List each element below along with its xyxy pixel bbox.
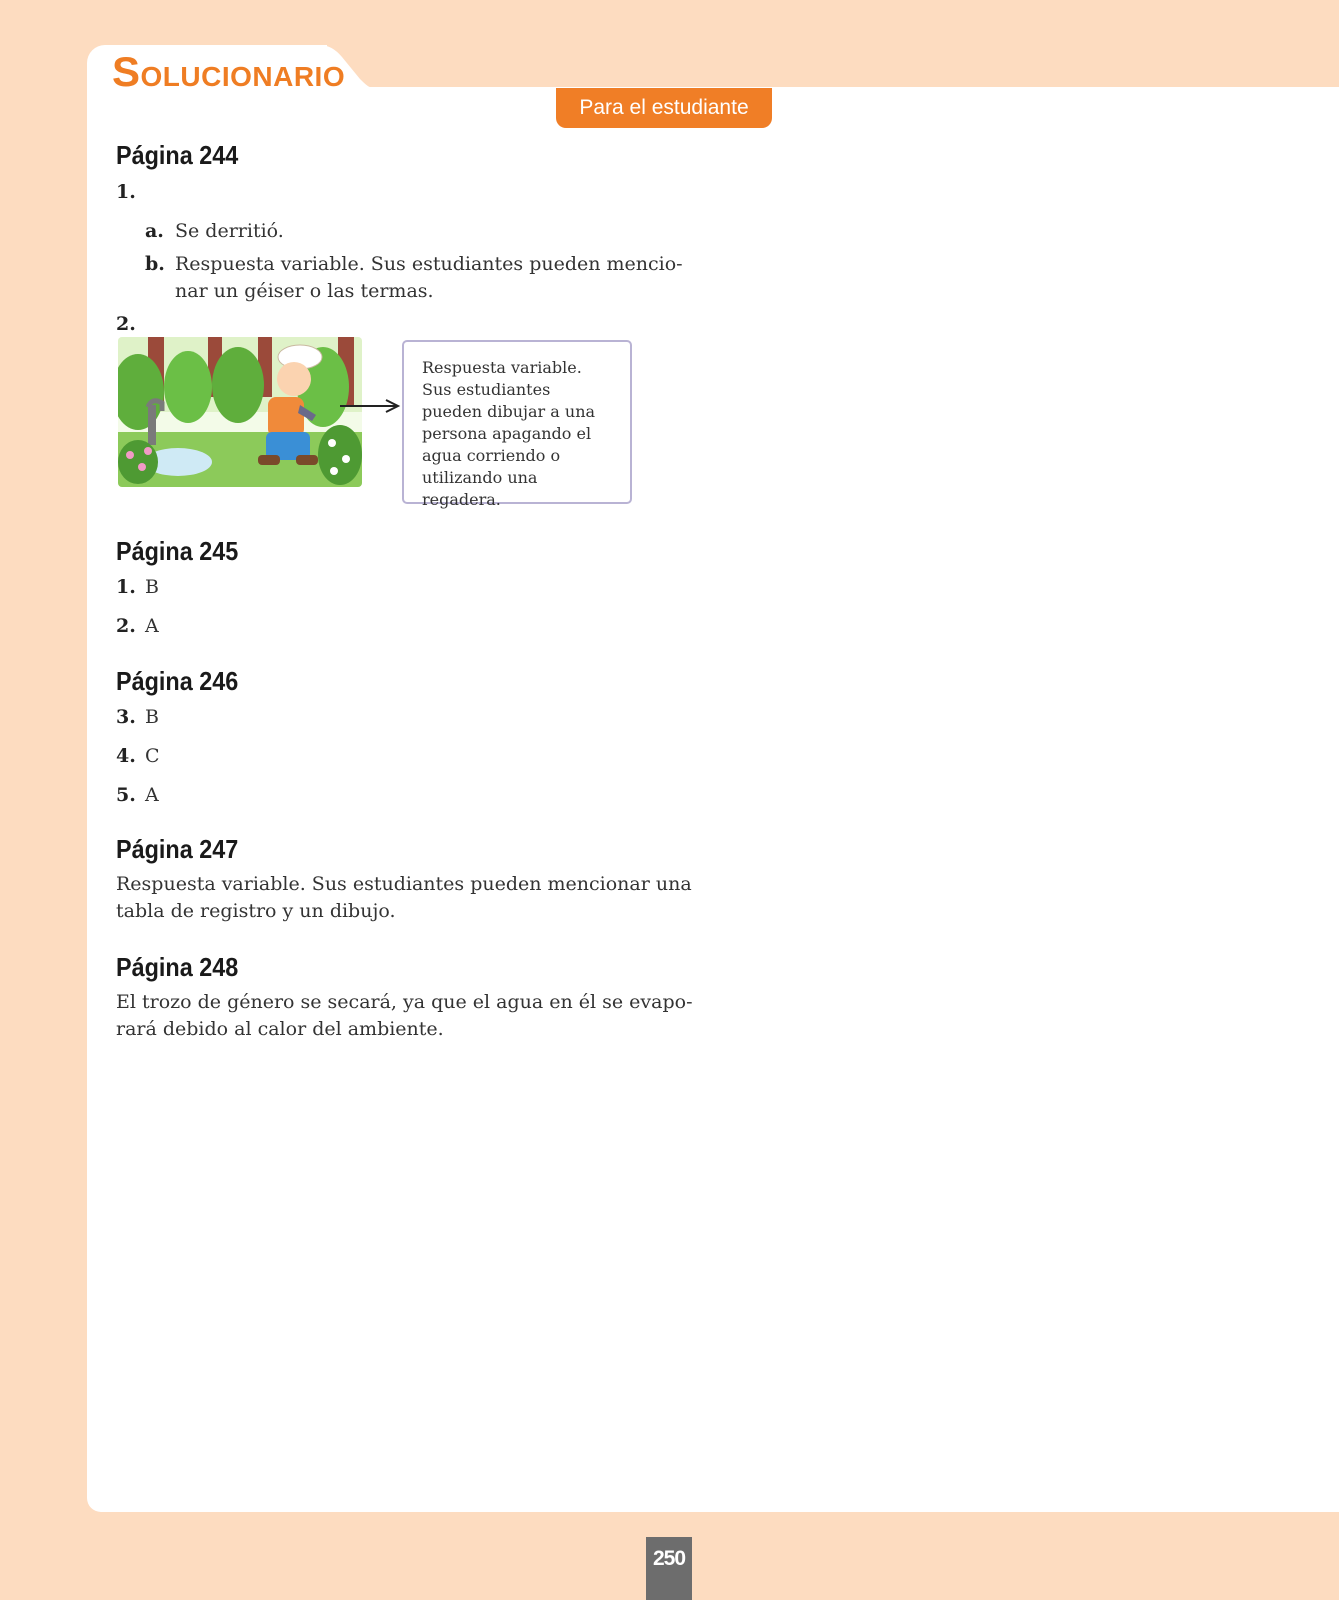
answer-text: A xyxy=(145,784,159,806)
page-heading-246: Página 246 xyxy=(116,666,239,696)
page-heading-244: Página 244 xyxy=(116,140,239,170)
answer-text: Se derritió. xyxy=(175,220,284,242)
question-number: 3. xyxy=(116,706,136,728)
answer-text: nar un géiser o las termas. xyxy=(175,280,434,302)
question-number: 4. xyxy=(116,745,136,767)
page-heading-248: Página 248 xyxy=(116,952,239,982)
page-heading-247: Página 247 xyxy=(116,834,239,864)
sub-question-letter: b. xyxy=(145,253,165,275)
answer-text: C xyxy=(145,745,160,767)
answer-text: tabla de registro y un dibujo. xyxy=(116,900,396,922)
page-heading-245: Página 245 xyxy=(116,536,239,566)
question-number: 5. xyxy=(116,784,136,806)
answer-box: Respuesta variable. Sus estudiantes pueden dibujar a una persona apagando el agua corriendo o utilizando una regadera. xyxy=(402,340,632,504)
audience-badge: Para el estudiante xyxy=(556,88,772,128)
answer-text: El trozo de género se secará, ya que el agua en él se evapo- xyxy=(116,991,693,1013)
sub-question-letter: a. xyxy=(145,220,164,242)
page-number: 250 xyxy=(646,1537,692,1600)
answer-text: rará debido al calor del ambiente. xyxy=(116,1018,444,1040)
question-number: 1. xyxy=(116,181,136,203)
garden-illustration xyxy=(118,337,362,487)
question-number: 1. xyxy=(116,576,136,598)
section-title: SOLUCIONARIO xyxy=(112,48,346,95)
answer-text: B xyxy=(145,706,159,728)
answer-text: Respuesta variable. Sus estudiantes pueden mencio- xyxy=(175,253,683,275)
question-number: 2. xyxy=(116,313,136,335)
arrow-icon xyxy=(338,398,402,414)
answer-text: B xyxy=(145,576,159,598)
question-number: 2. xyxy=(116,615,136,637)
answer-text: Respuesta variable. Sus estudiantes pueden mencionar una xyxy=(116,873,692,895)
answer-text: A xyxy=(145,615,159,637)
